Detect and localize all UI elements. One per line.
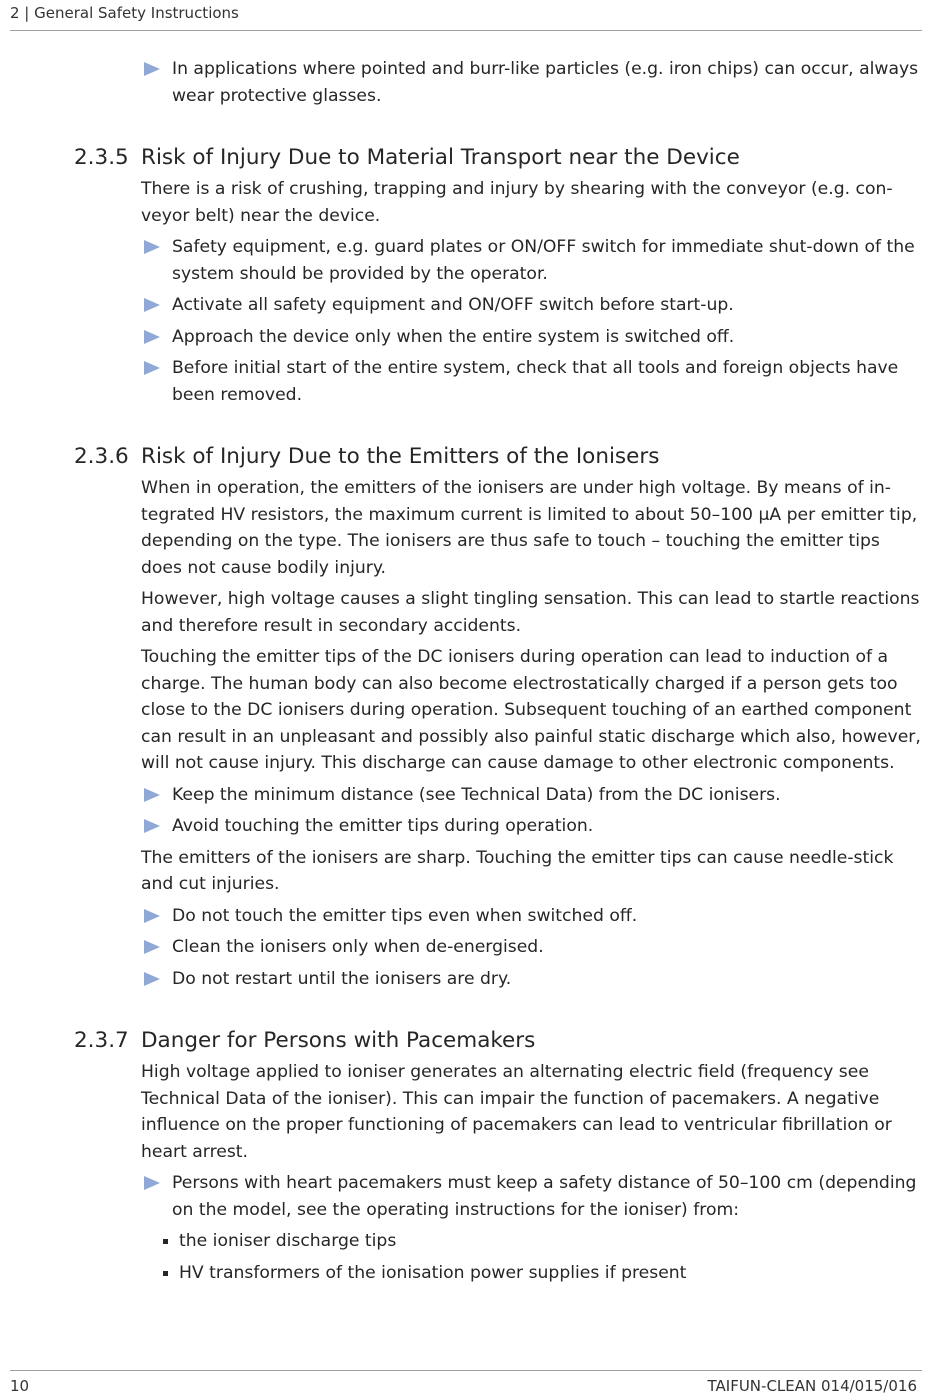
bullet-item xyxy=(141,355,921,408)
bullet-item xyxy=(141,324,921,351)
sub-item-text: the ioniser discharge tips xyxy=(179,1231,397,1251)
sub-list-item xyxy=(141,1260,921,1287)
triangle-bullet-icon xyxy=(144,330,160,344)
bullet-text: Do not restart until the ionisers are dry. xyxy=(172,968,512,989)
paragraph: High voltage applied to ioniser generates an alternating electric field (frequency see Technical Data of the ioniser). This can impair the function of pacemakers. A negative influence on the proper functioning of pacemakers can lead to ventricular fibrillation or heart arrest. xyxy=(141,1062,892,1162)
section-heading-2-3-6 xyxy=(74,443,921,471)
triangle-bullet-icon xyxy=(144,240,160,254)
bullet-text: Safety equipment, e.g. guard plates or ON/OFF switch for immediate shut-down of the system should be provided by the operator. xyxy=(172,237,915,284)
section-number: 2.3.6 xyxy=(74,444,129,469)
page-number: 10 xyxy=(10,1377,30,1395)
bullet-item xyxy=(141,1170,921,1223)
bullet-item xyxy=(141,782,921,809)
bullet-text: Before initial start of the entire system, check that all tools and foreign objects have been removed. xyxy=(172,358,899,405)
paragraph: However, high voltage causes a slight tingling sensation. This can lead to startle reactions and therefore result in secondary accidents. xyxy=(141,589,920,636)
section-number: 2.3.7 xyxy=(74,1028,129,1053)
triangle-bullet-icon xyxy=(144,819,160,833)
section-number: 2.3.5 xyxy=(74,145,129,170)
triangle-bullet-icon xyxy=(144,298,160,312)
bullet-text: Clean the ionisers only when de-energised. xyxy=(172,937,544,957)
running-header: 2 | General Safety Instructions xyxy=(10,4,239,22)
triangle-bullet-icon xyxy=(144,940,160,954)
footer-divider xyxy=(10,1370,922,1371)
product-name: TAIFUN-CLEAN 014/015/016 xyxy=(707,1377,917,1395)
square-bullet-icon xyxy=(163,1239,168,1244)
bullet-text: Persons with heart pacemakers must keep a safety distance of 50–100 cm (depending on the model, see the operating instructions for the ioniser) from: xyxy=(172,1173,917,1220)
sub-list-item xyxy=(141,1228,921,1255)
triangle-bullet-icon xyxy=(144,972,160,986)
square-bullet-icon xyxy=(163,1271,168,1276)
bullet-text: Keep the minimum distance (see Technical Data) from the DC ionisers. xyxy=(172,784,781,805)
section-heading-2-3-5 xyxy=(74,144,921,172)
bullet-item xyxy=(141,56,921,109)
bullet-text: Approach the device only when the entire system is switched off. xyxy=(172,326,735,347)
section-title: Danger for Persons with Pacemakers xyxy=(141,1028,536,1053)
sub-item-text: HV transformers of the ionisation power supplies if present xyxy=(179,1262,687,1283)
section-title: Risk of Injury Due to the Emitters of the Ionisers xyxy=(141,444,660,469)
paragraph: When in operation, the emitters of the ionisers are under high voltage. By means of integrated HV resistors, the maximum current is limited to about 50–100 µA per emitter tip, depending on the type. The ionisers are thus safe to touch – touching the emitter tips does not cause bodily injury. xyxy=(141,478,918,578)
bullet-text: Activate all safety equipment and ON/OFF switch before start-up. xyxy=(172,295,734,315)
triangle-bullet-icon xyxy=(144,361,160,375)
triangle-bullet-icon xyxy=(144,62,160,76)
page-content xyxy=(74,56,921,1291)
bullet-text: Do not touch the emitter tips even when switched off. xyxy=(172,905,638,926)
bullet-text: Avoid touching the emitter tips during operation. xyxy=(172,816,594,836)
section-heading-2-3-7 xyxy=(74,1027,921,1055)
bullet-text: In applications where pointed and burr-like particles (e.g. iron chips) can occur, always wear protective glasses. xyxy=(172,59,919,106)
bullet-item xyxy=(141,934,921,961)
bullet-item xyxy=(141,903,921,930)
triangle-bullet-icon xyxy=(144,909,160,923)
bullet-item xyxy=(141,813,921,840)
paragraph: Touching the emitter tips of the DC ionisers during operation can lead to induction of a charge. The human body can also become electrostatically charged if a person gets too close to the DC ionisers during operation. Subsequent touching of an earthed component can result in an unpleasant and possibly also painful static discharge which also, however, will not cause injury. This discharge can cause damage to other electronic components. xyxy=(141,647,921,773)
bullet-item xyxy=(141,966,921,993)
paragraph: There is a risk of crushing, trapping and injury by shearing with the conveyor (e.g. conveyor belt) near the device. xyxy=(141,179,893,226)
triangle-bullet-icon xyxy=(144,1176,160,1190)
header-divider xyxy=(10,30,922,31)
triangle-bullet-icon xyxy=(144,788,160,802)
section-title: Risk of Injury Due to Material Transport near the Device xyxy=(141,145,740,170)
bullet-item xyxy=(141,234,921,287)
bullet-item xyxy=(141,292,921,319)
paragraph: The emitters of the ionisers are sharp. Touching the emitter tips can cause needle-stick and cut injuries. xyxy=(141,847,894,894)
